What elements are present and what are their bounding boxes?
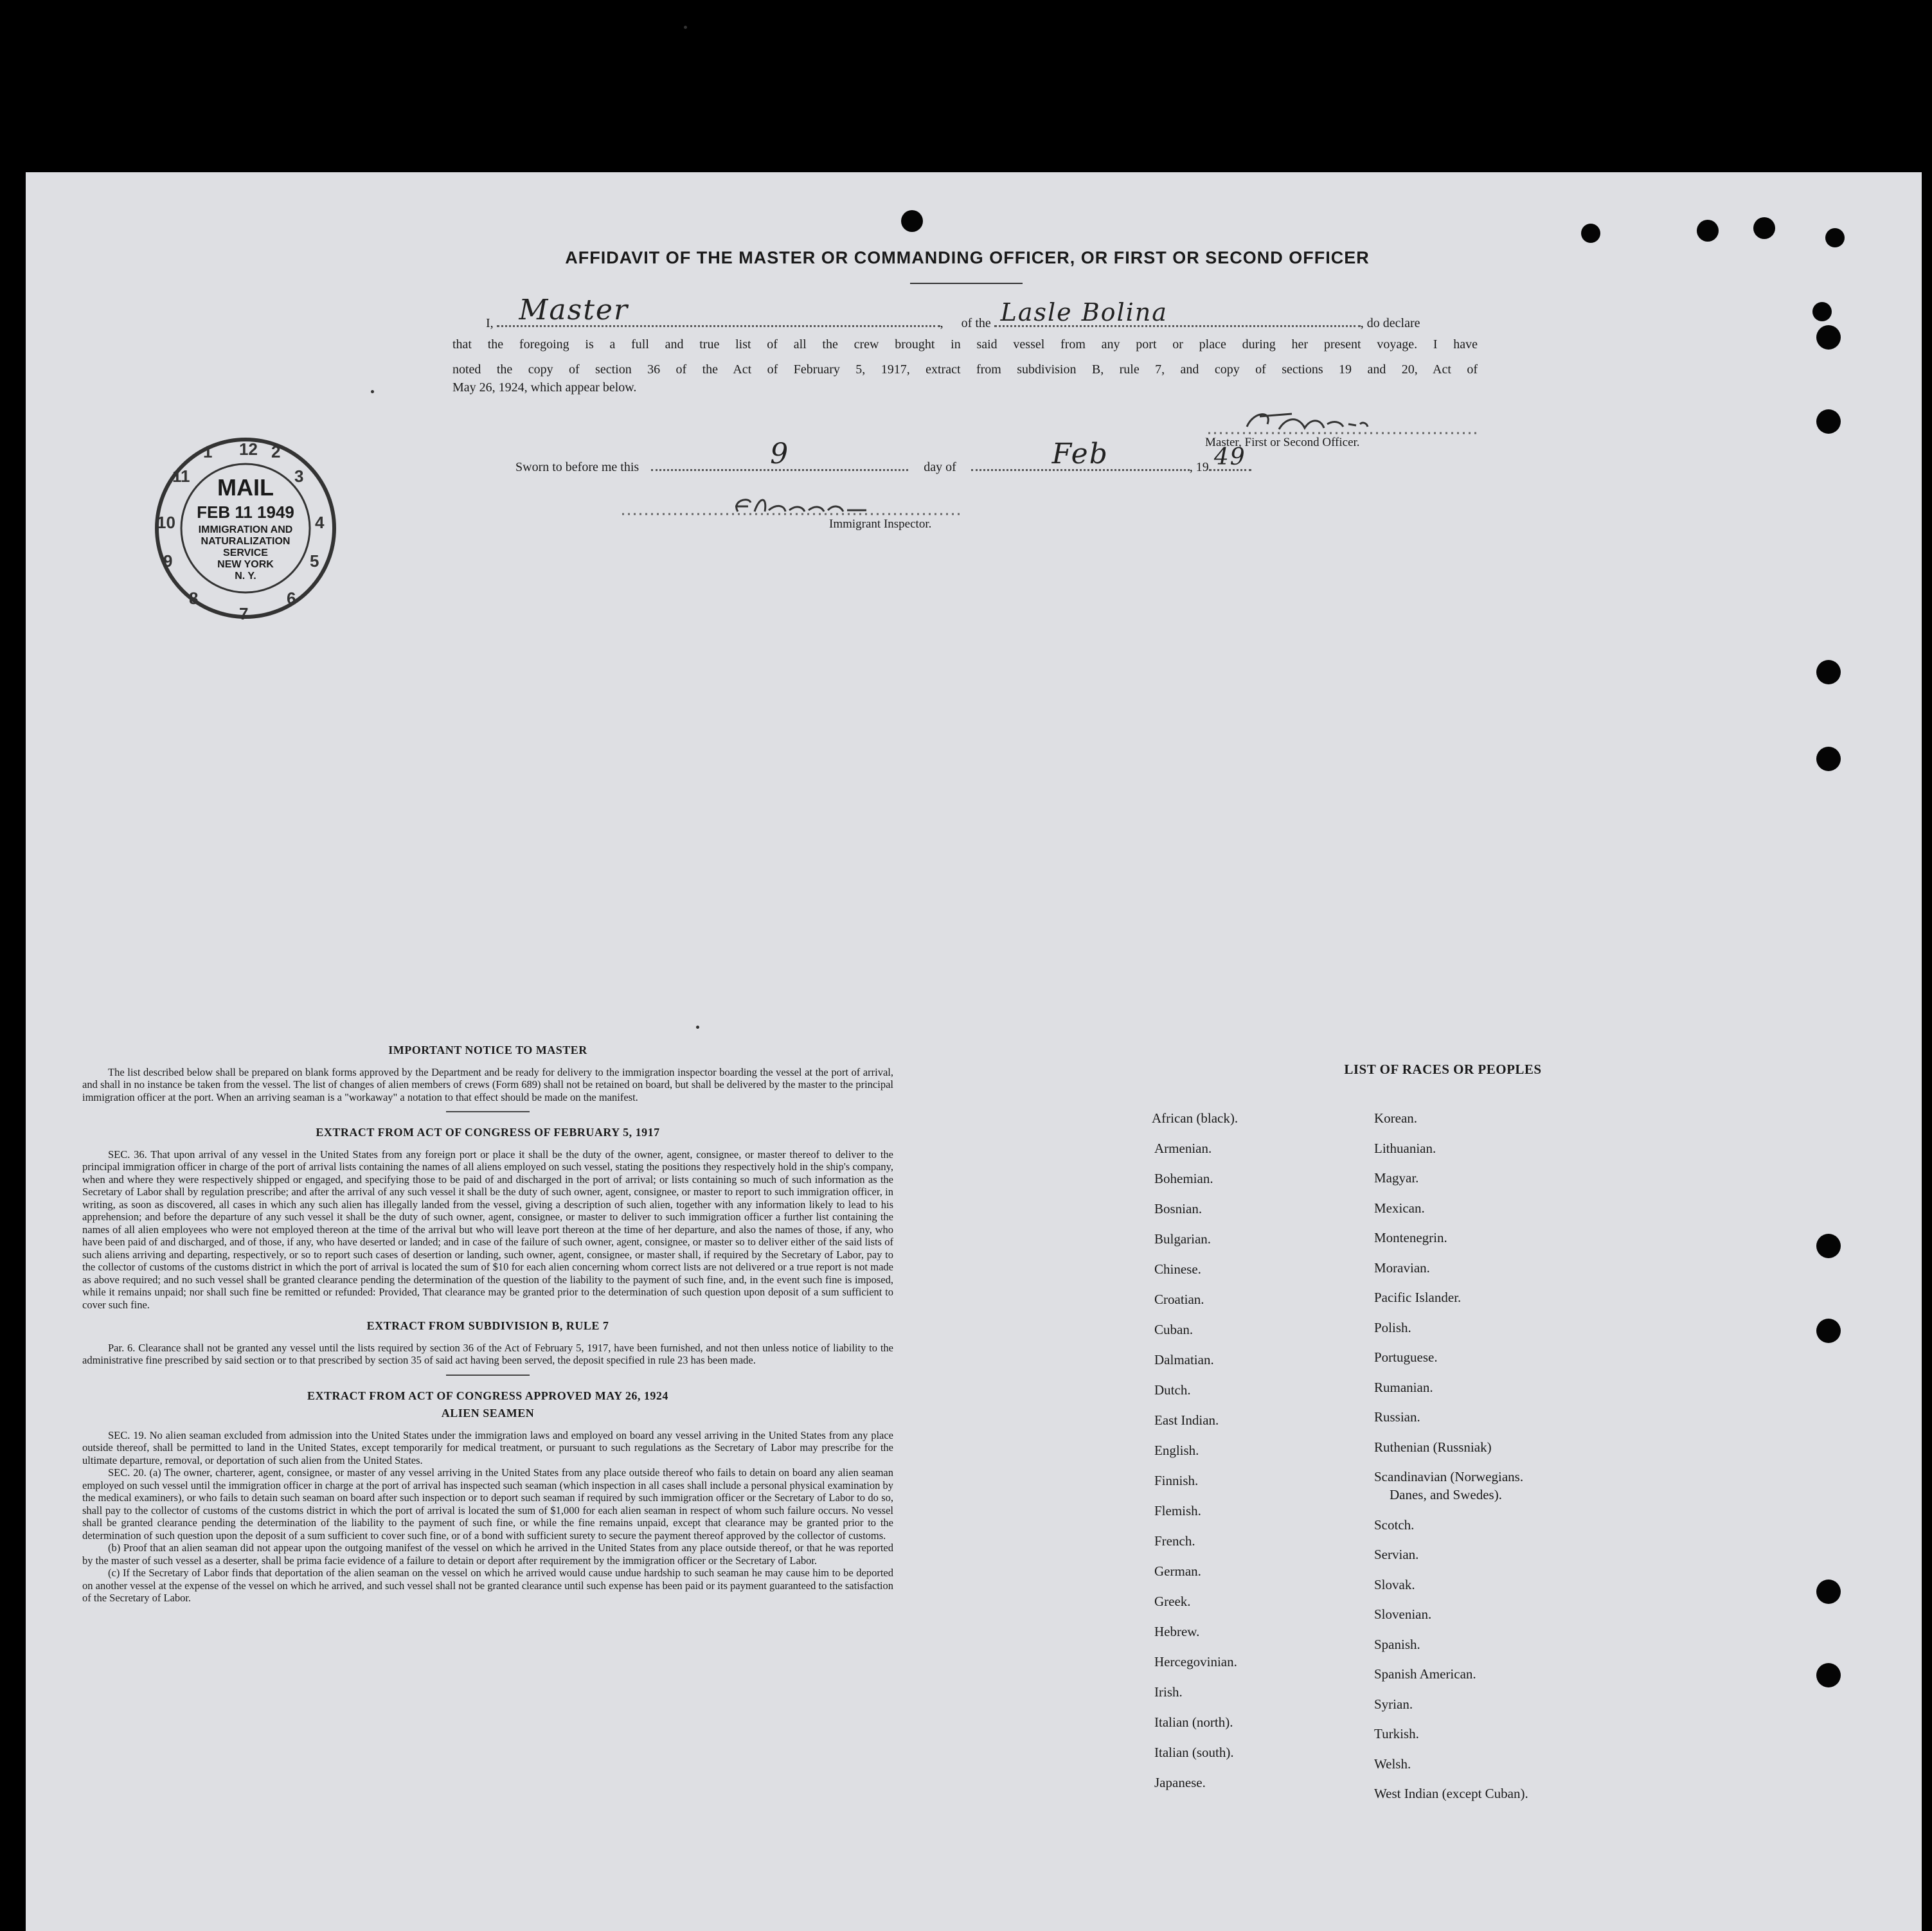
extract3-heading: EXTRACT FROM ACT OF CONGRESS APPROVED MAY 26, 1924 xyxy=(307,1389,668,1402)
inspector-signature xyxy=(622,492,963,518)
extract1-heading: EXTRACT FROM ACT OF CONGRESS OF FEBRUARY 5, 1917 xyxy=(316,1126,660,1139)
extract2-heading: EXTRACT FROM SUBDIVISION B, RULE 7 xyxy=(366,1319,609,1332)
race-item: Lithuanian. xyxy=(1374,1140,1436,1156)
punch-hole xyxy=(1816,1580,1841,1604)
punch-hole xyxy=(1753,217,1775,239)
race-item: Magyar. xyxy=(1374,1170,1419,1186)
svg-text:10: 10 xyxy=(157,513,175,532)
race-item: Ruthenian (Russniak) xyxy=(1374,1439,1492,1455)
declaration-line-1: that the foregoing is a full and true list of all the crew brought in said vessel from any port or place during her present voyage. I have xyxy=(452,337,1478,351)
race-item: Dalmatian. xyxy=(1154,1352,1214,1367)
stamp-line5: SERVICE xyxy=(223,547,268,558)
svg-text:1: 1 xyxy=(203,442,213,461)
officer-caption: Master, First or Second Officer. xyxy=(1205,436,1360,449)
race-item: Danes, and Swedes). xyxy=(1390,1487,1502,1502)
races-heading: LIST OF RACES OR PEOPLES xyxy=(1344,1062,1542,1077)
day-of-label: day of xyxy=(924,460,956,474)
important-notice xyxy=(82,1044,893,1605)
race-item: Hebrew. xyxy=(1154,1624,1200,1639)
race-item: Hercegovinian. xyxy=(1154,1654,1237,1669)
day-handwritten: 9 xyxy=(770,438,790,470)
race-item: Rumanian. xyxy=(1374,1379,1433,1395)
alien-seamen-heading: ALIEN SEAMEN xyxy=(441,1407,535,1419)
svg-text:5: 5 xyxy=(310,551,319,571)
officer-signature-line xyxy=(1208,405,1478,437)
race-item: Italian (south). xyxy=(1154,1745,1234,1760)
year-handwritten: 49 xyxy=(1213,444,1246,470)
race-item: Bulgarian. xyxy=(1154,1231,1212,1247)
race-item: Japanese. xyxy=(1154,1775,1206,1790)
race-item: Bohemian. xyxy=(1154,1171,1213,1186)
svg-text:2: 2 xyxy=(271,442,281,461)
svg-text:7: 7 xyxy=(239,604,249,623)
race-item: Korean. xyxy=(1374,1110,1418,1126)
race-item: Dutch. xyxy=(1154,1382,1191,1398)
punch-hole xyxy=(1816,1663,1841,1687)
of-the-label: of the xyxy=(961,316,991,330)
inspector-signature-line xyxy=(622,492,963,518)
punch-hole xyxy=(1816,1234,1841,1258)
svg-text:4: 4 xyxy=(315,513,325,532)
punch-hole xyxy=(1825,228,1845,247)
race-item: East Indian. xyxy=(1154,1412,1219,1428)
race-item: Servian. xyxy=(1374,1547,1419,1562)
race-item: Scotch. xyxy=(1374,1517,1415,1533)
race-item: West Indian (except Cuban). xyxy=(1374,1786,1528,1801)
stamp-line3: IMMIGRATION AND xyxy=(198,524,293,535)
punch-hole xyxy=(1816,325,1841,350)
title-underline xyxy=(910,283,1023,284)
race-item: Chinese. xyxy=(1154,1261,1201,1277)
race-item: French. xyxy=(1154,1533,1195,1549)
stamp-line7: N. Y. xyxy=(235,571,256,582)
punch-hole xyxy=(1816,409,1841,434)
punch-hole xyxy=(1816,660,1841,684)
race-item: Montenegrin. xyxy=(1374,1230,1447,1245)
speck-mark xyxy=(696,1026,699,1029)
race-item: Turkish. xyxy=(1374,1726,1419,1741)
race-item: Finnish. xyxy=(1154,1473,1199,1488)
sec20a-text: SEC. 20. (a) The owner, charterer, agent, consignee, or master of any vessel arriving in the United States from any place outside thereof who fails to detain on board any alien seaman employed on such vessel until the immigration officer in charge at the port of arrival has inspected such seaman (which inspection in all cases shall include a personal physical examination by the medical examiners), or who fails to detain such seaman on board after such inspection or to deport such seaman if required by such immigration officer or the Secretary of Labor to do so, shall pay to the collector of customs of the customs district in which the port of arrival is located the sum of $1,000 for each alien seaman in respect of whom such failure occurs. No vessel shall be granted clearance pending the determination of the liability to the payment of such fine, or while the fine remains unpaid, except that clearance may be granted prior to the determination of such question upon the deposit of a sum sufficient to cover such fine, or of a bond with sufficient surety to secure the payment thereof approved by the collector of customs. xyxy=(82,1466,893,1542)
sworn-line: Sworn to before me this 9 day of Feb , 19 49 xyxy=(515,460,1251,475)
race-item: Greek. xyxy=(1154,1594,1191,1609)
race-item: Syrian. xyxy=(1374,1696,1413,1712)
stamp-line4: NATURALIZATION xyxy=(201,536,291,547)
race-item: Welsh. xyxy=(1374,1756,1411,1772)
punch-hole xyxy=(1581,224,1600,243)
race-item: Cuban. xyxy=(1154,1322,1194,1337)
race-item: Italian (north). xyxy=(1154,1714,1233,1730)
notice-separator xyxy=(446,1375,530,1376)
vessel-name-handwritten: Lasle Bolina xyxy=(1000,298,1168,326)
officer-signature xyxy=(1208,405,1478,437)
punch-hole xyxy=(1816,747,1841,771)
race-item: Slovak. xyxy=(1374,1576,1415,1592)
punch-hole xyxy=(1816,1319,1841,1343)
speck-mark xyxy=(684,26,687,29)
svg-text:8: 8 xyxy=(189,589,199,608)
punch-hole xyxy=(1812,302,1832,321)
svg-text:3: 3 xyxy=(294,467,304,486)
sec19-text: SEC. 19. No alien seaman excluded from admission into the United States under the immigration laws and employed on board any vessel arriving in the United States from any place outside thereof, shall be permitted to land in the United States, except temporarily for medical treatment, or pursuant to such regulations as the Secretary of Labor may prescribe for the ultimate departure, removal, or deportation of such alien from the United States. xyxy=(82,1428,893,1466)
punch-hole xyxy=(901,210,923,232)
i-prefix: I, xyxy=(486,316,494,330)
svg-text:9: 9 xyxy=(163,551,173,571)
svg-text:6: 6 xyxy=(287,589,296,608)
race-item: German. xyxy=(1154,1563,1201,1579)
master-handwritten: Master xyxy=(519,294,629,326)
par6-text: Par. 6. Clearance shall not be granted any vessel until the lists required by section 36 of the Act of February 5, 1917, have been furnished, and not then unless notice of liability to the administrative fine prescribed by said section or to that prescribed by section 35 of said act having been served, the deposit specified in rule 23 has been made. xyxy=(82,1341,893,1366)
do-declare-label: , do declare xyxy=(1360,316,1420,330)
declarant-line: I, Master , of the Lasle Bolina , do declare xyxy=(486,316,1476,331)
race-item: Flemish. xyxy=(1154,1503,1201,1518)
race-item: English. xyxy=(1154,1443,1199,1458)
race-item: Polish. xyxy=(1374,1319,1411,1335)
race-item: Russian. xyxy=(1374,1409,1420,1425)
race-item: Bosnian. xyxy=(1154,1201,1203,1216)
stamp-mail: MAIL xyxy=(217,474,274,501)
race-item: African (black). xyxy=(1152,1110,1239,1126)
race-item: Scandinavian (Norwegians. xyxy=(1374,1469,1524,1484)
speck-mark xyxy=(371,390,374,393)
sworn-label: Sworn to before me this xyxy=(515,460,640,474)
race-item: Slovenian. xyxy=(1374,1606,1432,1622)
year-prefix: 19 xyxy=(1195,460,1209,474)
notice-intro: The list described below shall be prepared on blank forms approved by the Department and be ready for delivery to the immigration inspector boarding the vessel at the port of arrival, and shall in no instance be taken from the vessel. The list of changes of alien members of crews (Form 689) shall not be retained on board, but shall be delivered by the master to the principal immigration officer at the port. When an arriving seaman is a "workaway" a notation to that effect should be made on the manifest. xyxy=(82,1065,893,1103)
sec20b-text: (b) Proof that an alien seaman did not appear upon the outgoing manifest of the vessel on which he arrived in the United States from any place outside thereof, or that he was reported by the master of such vessel as a deserter, shall be prima facie evidence of a failure to detain or deport after requirement by the immigration officer or the Secretary of Labor. xyxy=(82,1542,893,1567)
declaration-line-3: May 26, 1924, which appear below. xyxy=(452,380,637,395)
race-item: Spanish. xyxy=(1374,1636,1420,1652)
month-handwritten: Feb xyxy=(1051,438,1109,470)
sec20c-text: (c) If the Secretary of Labor finds that deportation of the alien seaman on the vessel on which he arrived would cause undue hardship to such seaman he may cause him to be deported on another vessel at the expense of the vessel on which he arrived, and such vessel shall not be granted clearance until such expense has been paid or its payment guaranteed to the satisfaction of the Secretary of Labor. xyxy=(82,1567,893,1604)
inspector-caption: Immigrant Inspector. xyxy=(829,517,932,531)
immigration-mail-stamp xyxy=(149,432,342,625)
race-item: Armenian. xyxy=(1154,1141,1212,1156)
notice-separator xyxy=(446,1111,530,1112)
race-item: Irish. xyxy=(1154,1684,1183,1700)
race-item: Moravian. xyxy=(1374,1259,1430,1276)
sec36-text: SEC. 36. That upon arrival of any vessel in the United States from any foreign port or place it shall be the duty of the owner, agent, consignee, or master thereof to deliver to the principal immigration officer in charge of the port of arrival lists containing the names of all aliens employed on such vessel, stating the positions they respectively hold in the ship's company, when and where they were respectively shipped or engaged, and specifying those to be paid of and discharged in the port of arrival; or lists containing so much of such information as the Secretary of Labor shall by regulation prescribe; and after the arrival of any such vessel it shall be the duty of such owner, agent, consignee, or master to report to such immigration officer, in writing, as soon as discovered, all cases in which any such alien has illegally landed from the vessel, giving a description of such alien, together with any information likely to lead to his apprehension; and before the departure of any such vessel it shall be the duty of such owner, agent, consignee, or master to deliver to such immigration officer a further list containing the names of all alien employees who were not employed thereon at the time of the arrival but who will leave port thereon at the time of her departure, and also the names of those, if any, who have been paid of and discharged, and of those, if any, who have deserted or landed; and in case of the failure of such owner, agent, consignee, or master so to deliver either of the said lists of such aliens arriving and departing, respectively, or so to report such cases of desertion or landing, such owner, agent, consignee, or master shall, if required by the Secretary of Labor, pay to the collector of customs of the customs district in which the port of arrival is located the sum of $10 for each alien concerning whom correct lists are not delivered or a true report is not made as above required; and no such vessel shall be granted clearance pending the determination of the question of the liability to the payment of such fine, and, in the event such fine is imposed, while it remains unpaid; nor shall such fine be remitted or refunded: Provided, That clearance may be granted prior to the determination of such question upon deposit of a sum sufficient to cover such fine. xyxy=(82,1148,893,1311)
svg-text:12: 12 xyxy=(239,440,258,459)
notice-heading: IMPORTANT NOTICE TO MASTER xyxy=(388,1044,587,1056)
race-item: Spanish American. xyxy=(1374,1666,1476,1682)
declaration-line-2: noted the copy of section 36 of the Act of February 5, 1917, extract from subdivision B, rule 7, and copy of sections 19 and 20, Act of xyxy=(452,362,1478,377)
race-item: Mexican. xyxy=(1374,1200,1425,1216)
stamp-line6: NEW YORK xyxy=(217,559,274,570)
svg-text:11: 11 xyxy=(172,467,190,486)
race-item: Pacific Islander. xyxy=(1374,1290,1462,1305)
punch-hole xyxy=(1697,220,1719,242)
affidavit-title: AFFIDAVIT OF THE MASTER OR COMMANDING OFFICER, OR FIRST OR SECOND OFFICER xyxy=(565,248,1370,267)
race-item: Portuguese. xyxy=(1374,1349,1438,1365)
race-item: Croatian. xyxy=(1154,1292,1204,1307)
stamp-date: FEB 11 1949 xyxy=(197,503,294,522)
